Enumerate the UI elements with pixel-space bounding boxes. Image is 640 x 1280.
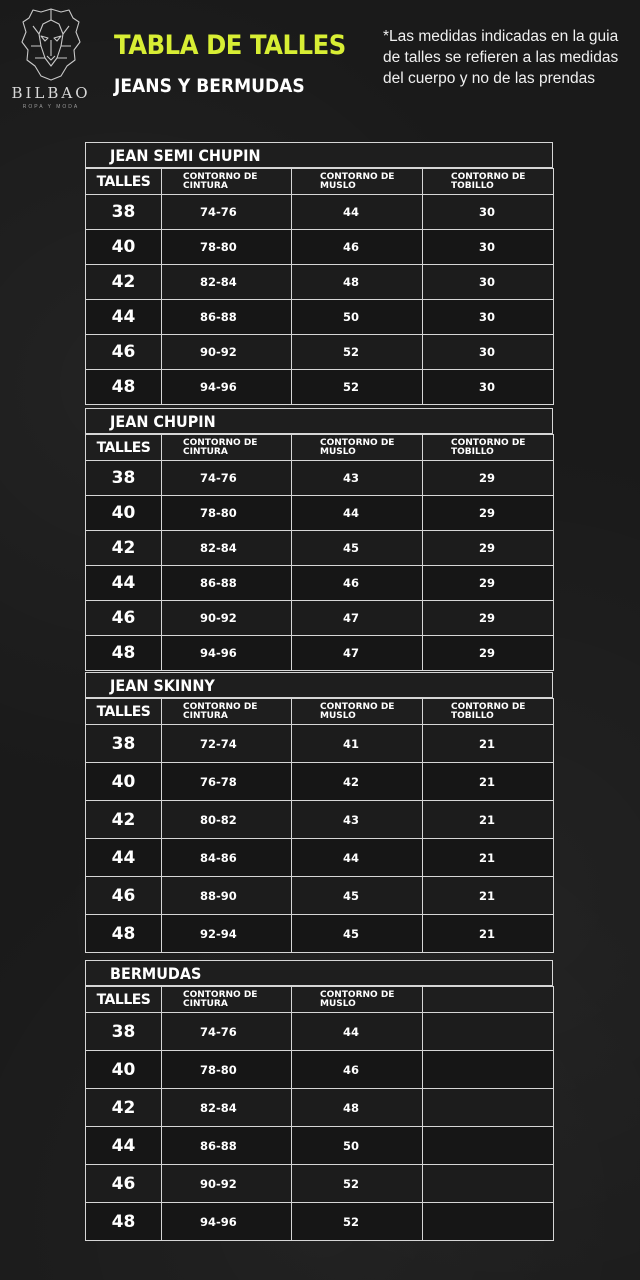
- cell-talle: 42: [86, 265, 162, 300]
- page-title: TABLA DE TALLES: [114, 30, 346, 61]
- cell-muslo: 46: [292, 1051, 423, 1089]
- table-grid: [85, 986, 554, 1241]
- table-row: [86, 725, 554, 763]
- cell-tobillo: 21: [423, 839, 554, 877]
- cell-cintura: 82-84: [162, 1089, 292, 1127]
- cell-cintura: 94-96: [162, 1203, 292, 1241]
- table-title: [85, 142, 553, 168]
- header-cintura: [162, 435, 292, 461]
- header-label-line: TOBILLO: [451, 180, 494, 191]
- cell-muslo: 44: [292, 1013, 423, 1051]
- cell-cintura: 82-84: [162, 265, 292, 300]
- header-talles: TALLES: [86, 699, 162, 725]
- table-grid: [85, 168, 554, 405]
- cell-muslo: 52: [292, 1203, 423, 1241]
- table-row: [86, 1203, 554, 1241]
- header-label-line: CONTORNO DE: [320, 438, 395, 448]
- cell-talle: 42: [86, 801, 162, 839]
- cell-tobillo: [423, 1013, 554, 1051]
- cell-cintura: 74-76: [162, 1013, 292, 1051]
- cell-talle: 46: [86, 601, 162, 636]
- header-muslo: [292, 169, 423, 195]
- table-title: [85, 408, 553, 434]
- header-label-line: CINTURA: [183, 180, 228, 191]
- cell-talle: 48: [86, 915, 162, 953]
- header-label-line: CONTORNO DE: [320, 702, 395, 712]
- cell-talle: 40: [86, 230, 162, 265]
- header-cintura: [162, 987, 292, 1013]
- table-grid: [85, 698, 554, 953]
- cell-muslo: 44: [292, 496, 423, 531]
- cell-tobillo: 29: [423, 636, 554, 671]
- cell-cintura: 86-88: [162, 566, 292, 601]
- cell-muslo: 50: [292, 1127, 423, 1165]
- cell-muslo: 48: [292, 1089, 423, 1127]
- measurement-note: *Las medidas indicadas en la guia de talles se refieren a las medidas del cuerpo y no de las prendas: [383, 28, 619, 87]
- table-row: [86, 496, 554, 531]
- cell-muslo: 47: [292, 601, 423, 636]
- cell-talle: 48: [86, 1203, 162, 1241]
- header-muslo: [292, 699, 423, 725]
- cell-talle: 48: [86, 370, 162, 405]
- cell-muslo: 46: [292, 566, 423, 601]
- header-cintura: [162, 169, 292, 195]
- header-cintura: [162, 699, 292, 725]
- cell-tobillo: 30: [423, 300, 554, 335]
- table-title-text: BERMUDAS: [110, 964, 202, 983]
- table-title-text: JEAN SEMI CHUPIN: [110, 146, 261, 165]
- header-tobillo: [423, 435, 554, 461]
- brand-logo: [8, 6, 94, 116]
- table-grid: [85, 434, 554, 671]
- cell-muslo: 43: [292, 801, 423, 839]
- cell-talle: 46: [86, 335, 162, 370]
- cell-talle: 38: [86, 195, 162, 230]
- table-title: [85, 672, 553, 698]
- cell-cintura: 90-92: [162, 335, 292, 370]
- cell-cintura: 92-94: [162, 915, 292, 953]
- cell-muslo: 44: [292, 195, 423, 230]
- cell-cintura: 86-88: [162, 300, 292, 335]
- cell-cintura: 94-96: [162, 370, 292, 405]
- cell-tobillo: [423, 1165, 554, 1203]
- header-talles: TALLES: [86, 435, 162, 461]
- header-muslo: [292, 435, 423, 461]
- cell-cintura: 76-78: [162, 763, 292, 801]
- header-label-line: CONTORNO DE: [183, 172, 258, 182]
- size-table: [85, 960, 553, 1241]
- cell-muslo: 50: [292, 300, 423, 335]
- cell-muslo: 47: [292, 636, 423, 671]
- cell-cintura: 80-82: [162, 801, 292, 839]
- cell-cintura: 74-76: [162, 461, 292, 496]
- table-title-text: JEAN SKINNY: [110, 676, 215, 695]
- cell-tobillo: 29: [423, 601, 554, 636]
- cell-muslo: 42: [292, 763, 423, 801]
- cell-tobillo: 29: [423, 496, 554, 531]
- cell-tobillo: 21: [423, 915, 554, 953]
- table-header-row: [86, 699, 554, 725]
- cell-talle: 44: [86, 839, 162, 877]
- cell-muslo: 46: [292, 230, 423, 265]
- cell-tobillo: [423, 1089, 554, 1127]
- cell-talle: 38: [86, 725, 162, 763]
- cell-tobillo: [423, 1051, 554, 1089]
- size-table: [85, 408, 553, 671]
- header-label-line: CONTORNO DE: [183, 990, 258, 1000]
- header-label-line: CINTURA: [183, 446, 228, 457]
- table-row: [86, 1165, 554, 1203]
- header-label-line: CONTORNO DE: [183, 438, 258, 448]
- table-row: [86, 763, 554, 801]
- table-header-row: [86, 987, 554, 1013]
- table-row: [86, 1013, 554, 1051]
- cell-muslo: 45: [292, 877, 423, 915]
- cell-tobillo: 21: [423, 801, 554, 839]
- cell-talle: 46: [86, 1165, 162, 1203]
- cell-talle: 40: [86, 496, 162, 531]
- cell-tobillo: 21: [423, 763, 554, 801]
- table-row: [86, 1051, 554, 1089]
- table-row: [86, 230, 554, 265]
- table-row: [86, 877, 554, 915]
- table-row: [86, 265, 554, 300]
- header-label-line: CONTORNO DE: [320, 172, 395, 182]
- cell-muslo: 45: [292, 915, 423, 953]
- cell-cintura: 84-86: [162, 839, 292, 877]
- size-table: [85, 142, 553, 405]
- cell-cintura: 94-96: [162, 636, 292, 671]
- cell-tobillo: [423, 1203, 554, 1241]
- cell-cintura: 74-76: [162, 195, 292, 230]
- header-talles: TALLES: [86, 169, 162, 195]
- header-muslo: [292, 987, 423, 1013]
- cell-cintura: 88-90: [162, 877, 292, 915]
- header-label-line: TOBILLO: [451, 446, 494, 457]
- cell-tobillo: 21: [423, 877, 554, 915]
- cell-tobillo: 30: [423, 195, 554, 230]
- table-row: [86, 461, 554, 496]
- cell-tobillo: 29: [423, 566, 554, 601]
- cell-tobillo: 30: [423, 335, 554, 370]
- cell-tobillo: 30: [423, 230, 554, 265]
- table-row: [86, 300, 554, 335]
- cell-muslo: 52: [292, 1165, 423, 1203]
- table-row: [86, 1089, 554, 1127]
- table-row: [86, 601, 554, 636]
- cell-cintura: 90-92: [162, 1165, 292, 1203]
- cell-muslo: 44: [292, 839, 423, 877]
- cell-cintura: 72-74: [162, 725, 292, 763]
- cell-talle: 40: [86, 1051, 162, 1089]
- page-subtitle: JEANS Y BERMUDAS: [114, 75, 305, 97]
- cell-muslo: 45: [292, 531, 423, 566]
- table-row: [86, 531, 554, 566]
- cell-talle: 42: [86, 1089, 162, 1127]
- header-label-line: CONTORNO DE: [320, 990, 395, 1000]
- cell-cintura: 82-84: [162, 531, 292, 566]
- cell-tobillo: [423, 1127, 554, 1165]
- table-row: [86, 801, 554, 839]
- lion-head-icon: [21, 6, 81, 82]
- cell-talle: 38: [86, 1013, 162, 1051]
- cell-tobillo: 30: [423, 265, 554, 300]
- table-title-text: JEAN CHUPIN: [110, 412, 216, 431]
- brand-name: BILBAO: [11, 84, 91, 102]
- table-row: [86, 195, 554, 230]
- table-row: [86, 566, 554, 601]
- cell-tobillo: 21: [423, 725, 554, 763]
- header-label-line: MUSLO: [320, 998, 356, 1009]
- cell-talle: 44: [86, 566, 162, 601]
- table-row: [86, 370, 554, 405]
- cell-muslo: 48: [292, 265, 423, 300]
- table-row: [86, 636, 554, 671]
- cell-tobillo: 30: [423, 370, 554, 405]
- header-label-line: MUSLO: [320, 710, 356, 721]
- cell-cintura: 78-80: [162, 496, 292, 531]
- table-row: [86, 915, 554, 953]
- cell-muslo: 52: [292, 370, 423, 405]
- header-label-line: CONTORNO DE: [451, 438, 526, 448]
- cell-cintura: 90-92: [162, 601, 292, 636]
- cell-talle: 44: [86, 1127, 162, 1165]
- cell-talle: 48: [86, 636, 162, 671]
- table-title: [85, 960, 553, 986]
- header-tobillo: [423, 987, 554, 1013]
- cell-cintura: 78-80: [162, 230, 292, 265]
- cell-cintura: 86-88: [162, 1127, 292, 1165]
- header-label-line: MUSLO: [320, 446, 356, 457]
- table-row: [86, 335, 554, 370]
- header-label-line: MUSLO: [320, 180, 356, 191]
- cell-muslo: 43: [292, 461, 423, 496]
- cell-talle: 46: [86, 877, 162, 915]
- header-label-line: CONTORNO DE: [183, 702, 258, 712]
- cell-talle: 44: [86, 300, 162, 335]
- header-tobillo: [423, 699, 554, 725]
- cell-muslo: 41: [292, 725, 423, 763]
- size-table: [85, 672, 553, 953]
- cell-muslo: 52: [292, 335, 423, 370]
- brand-tagline: ROPA Y MODA: [22, 104, 80, 110]
- header-tobillo: [423, 169, 554, 195]
- header-label-line: CINTURA: [183, 998, 228, 1009]
- cell-talle: 42: [86, 531, 162, 566]
- table-row: [86, 839, 554, 877]
- header-label-line: TOBILLO: [451, 710, 494, 721]
- table-header-row: [86, 169, 554, 195]
- cell-talle: 40: [86, 763, 162, 801]
- table-row: [86, 1127, 554, 1165]
- cell-cintura: 78-80: [162, 1051, 292, 1089]
- cell-talle: 38: [86, 461, 162, 496]
- table-header-row: [86, 435, 554, 461]
- header-talles: TALLES: [86, 987, 162, 1013]
- header-label-line: CINTURA: [183, 710, 228, 721]
- cell-tobillo: 29: [423, 461, 554, 496]
- cell-tobillo: 29: [423, 531, 554, 566]
- header-label-line: CONTORNO DE: [451, 702, 526, 712]
- header-label-line: CONTORNO DE: [451, 172, 526, 182]
